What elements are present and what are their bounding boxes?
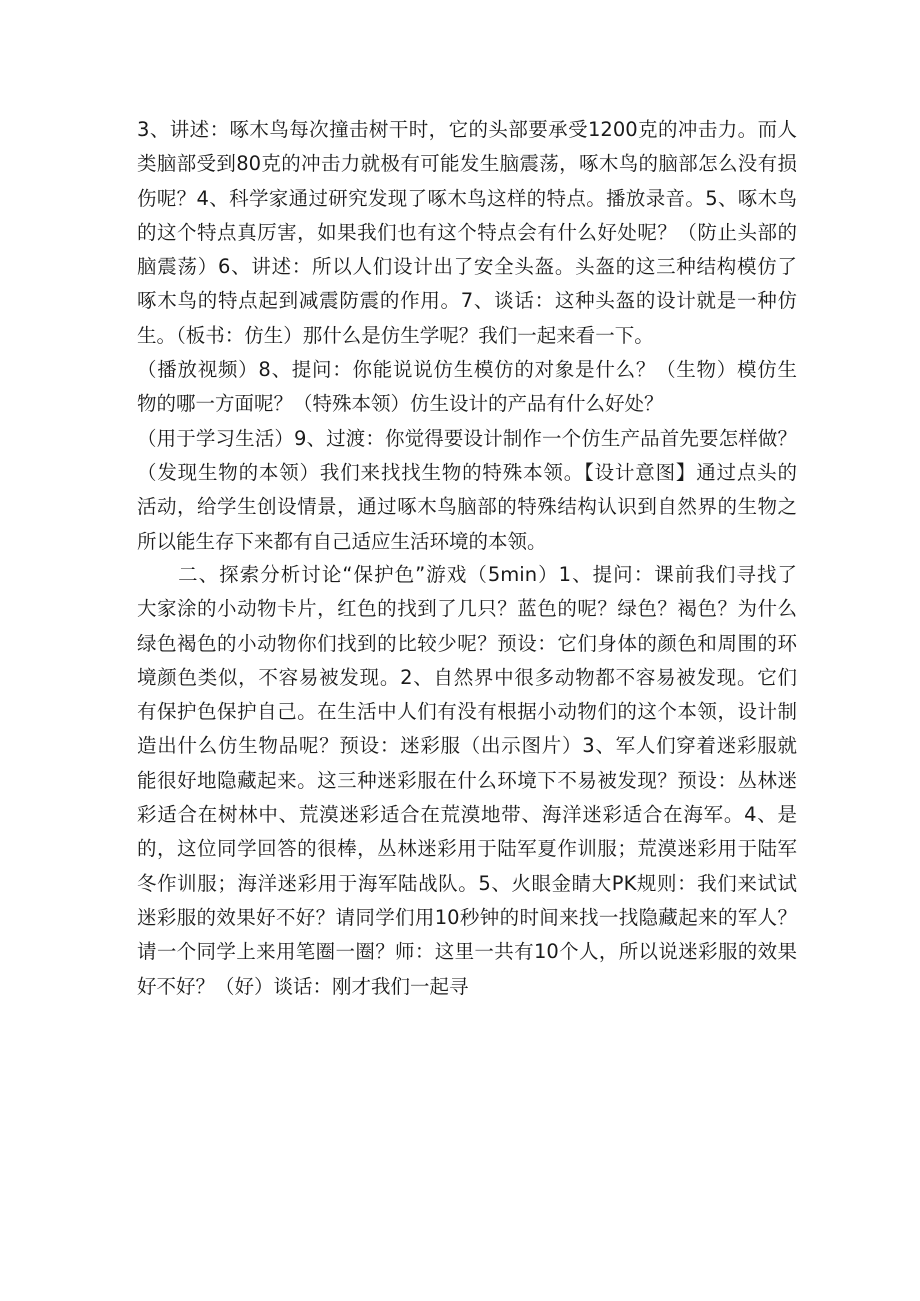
text-line: 彩适合在树林中、荒漠迷彩适合在荒漠地带、海洋迷彩适合在海军。4、是: [137, 803, 797, 827]
text-line: （播放视频）8、提问：你能说说仿生模仿的对象是什么？（生物）模仿生: [137, 358, 797, 382]
text-line: （发现生物的本领）我们来找找生物的特殊本领。【设计意图】通过点头的: [137, 460, 797, 484]
text-line: 啄木鸟的特点起到减震防震的作用。7、谈话：这种头盔的设计就是一种仿: [137, 289, 797, 313]
text-line: 二、探索分析讨论“保护色”游戏（5min）1、提问：课前我们寻找了: [137, 563, 797, 586]
text-line: 伤呢？4、科学家通过研究发现了啄木鸟这样的特点。播放录音。5、啄木鸟: [137, 186, 797, 210]
text-line: 冬作训服；海洋迷彩用于海军陆战队。5、火眼金睛大PK规则：我们来试试: [137, 871, 797, 895]
paragraph-protective-color: [137, 558, 797, 1004]
text-line: 有保护色保护自己。在生活中人们有没有根据小动物们的这个本领，设计制: [137, 700, 797, 724]
text-line: 好不好？（好）谈话：刚才我们一起寻: [137, 974, 469, 998]
text-line: 请一个同学上来用笔圈一圈？师：这里一共有10个人，所以说迷彩服的效果: [137, 940, 797, 964]
text-line: 迷彩服的效果好不好？请同学们用10秒钟的时间来找一找隐藏起来的军人？: [137, 905, 797, 929]
text-line: 物的哪一方面呢？（特殊本领）仿生设计的产品有什么好处？: [137, 392, 664, 416]
text-line: 的这个特点真厉害，如果我们也有这个特点会有什么好处呢？（防止头部的: [137, 220, 797, 244]
text-line: 能很好地隐藏起来。这三种迷彩服在什么环境下不易被发现？预设：丛林迷: [137, 768, 797, 792]
text-line: 境颜色类似，不容易被发现。2、自然界中很多动物都不容易被发现。它们: [137, 665, 797, 689]
text-line: 绿色褐色的小动物你们找到的比较少呢？预设：它们身体的颜色和周围的环: [137, 631, 797, 655]
text-line: （用于学习生活）9、过渡：你觉得要设计制作一个仿生产品首先要怎样做？: [137, 426, 797, 450]
text-line: 造出什么仿生物品呢？预设：迷彩服（出示图片）3、军人们穿着迷彩服就: [137, 734, 797, 758]
text-line: 活动，给学生创设情景，通过啄木鸟脑部的特殊结构认识到自然界的生物之: [137, 495, 797, 519]
text-line: 3、讲述：啄木鸟每次撞击树干时，它的头部要承受1200克的冲击力。而人: [137, 118, 797, 141]
text-line: 大家涂的小动物卡片，红色的找到了几只？蓝色的呢？绿色？褐色？为什么: [137, 597, 797, 621]
text-line: 生。（板书：仿生）那什么是仿生学呢？我们一起来看一下。: [137, 323, 654, 347]
paragraph-lesson-woodpecker: [137, 113, 797, 559]
text-line: 脑震荡）6、讲述：所以人们设计出了安全头盔。头盔的这三种结构模仿了: [137, 255, 797, 279]
text-line: 的，这位同学回答的很棒，丛林迷彩用于陆军夏作训服；荒漠迷彩用于陆军: [137, 837, 797, 861]
text-line: 所以能生存下来都有自己适应生活环境的本领。: [137, 529, 547, 553]
text-line: 类脑部受到80克的冲击力就极有可能发生脑震荡，啄木鸟的脑部怎么没有损: [137, 152, 797, 176]
